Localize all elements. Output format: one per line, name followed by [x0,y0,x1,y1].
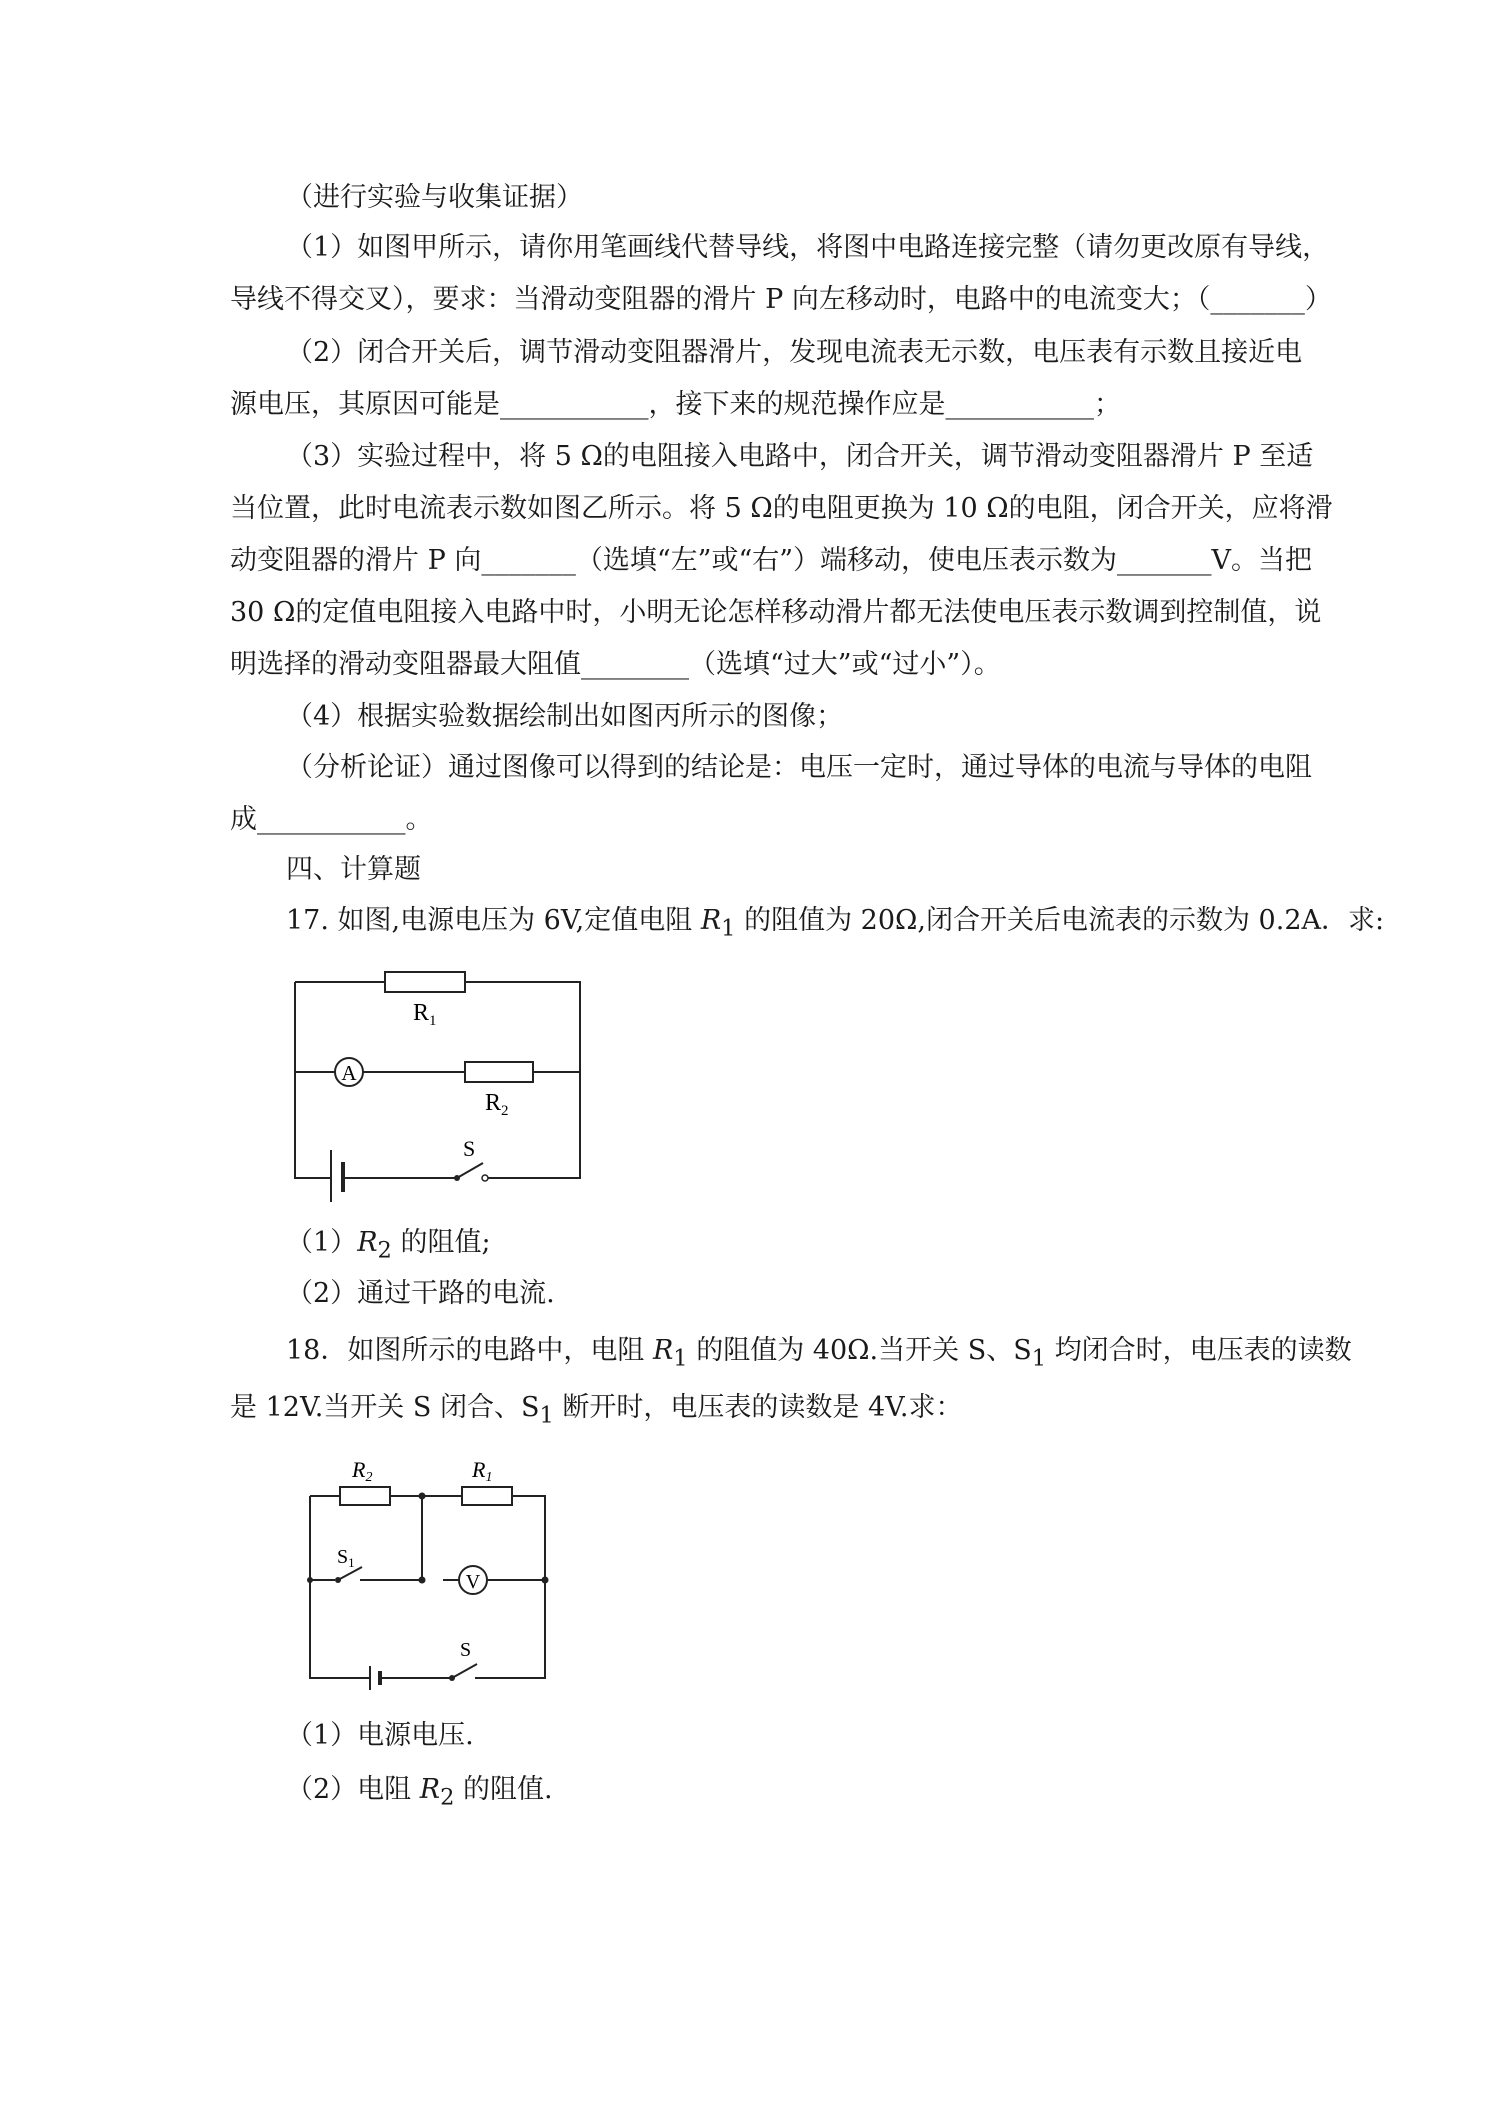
q17-r2-resistor [465,1062,533,1082]
q16-part4: （4）根据实验数据绘制出如图丙所示的图像； [286,701,844,732]
q18-battery [370,1666,380,1690]
q17-r1-resistor [385,972,465,992]
q18-sub1: （1）电源电压. [286,1720,474,1751]
q16-part3-line1: （3）实验过程中，将 5 Ω的电阻接入电路中，闭合开关，调节滑动变阻器滑片 P 至适 [286,441,1314,472]
q17-r1-label: $R_1$ [413,1000,437,1029]
q16-part3-line4: 30 Ω的定值电阻接入电路中时，小明无论怎样移动滑片都无法使电压表示数调到控制值，说 [230,597,1322,628]
q17-circuit-diagram [285,960,595,1220]
q17-stem: 17. 如图,电源电压为 6V,定值电阻 $R_1$ 的阻值为 20Ω,闭合开关后电流表的示数为 0.2A．求: [286,905,1385,942]
q16-part1-line2: 导线不得交叉），要求：当滑动变阻器的滑片 P 向左移动时，电路中的电流变大；（_______） [230,284,1332,315]
q16-part2-line1: （2）闭合开关后，调节滑动变阻器滑片，发现电流表无示数，电压表有示数且接近电 [286,337,1303,368]
q16-part2-line2: 源电压，其原因可能是___________，接下来的规范操作应是___________； [230,389,1121,420]
q18-switch-s [449,1664,477,1681]
q18-s1-label: $S_1$ [337,1546,355,1570]
section-experiment-heading: （进行实验与收集证据） [286,182,583,213]
q16-part3-line3: 动变阻器的滑片 P 向_______（选填“左”或“右”）端移动，使电压表示数为_______V。当把 [230,545,1313,576]
q16-analysis-line2: 成___________。 [230,804,433,835]
q16-part3-line2: 当位置，此时电流表示数如图乙所示。将 5 Ω的电阻更换为 10 Ω的电阻，闭合开关，应将滑 [230,493,1333,524]
q18-junction-left [307,1577,313,1583]
q16-part3-line5: 明选择的滑动变阻器最大阻值________（选填“过大”或“过小”）。 [230,649,1001,680]
q18-stem-line1: 18．如图所示的电路中，电阻 $R_1$ 的阻值为 40Ω.当开关 S、$S_1$ 均闭合时，电压表的读数 [286,1335,1352,1372]
q18-r1-resistor [462,1487,512,1505]
q18-switch-label: S [460,1639,472,1661]
q18-circuit-diagram [300,1450,560,1690]
q17-sub1: $(1)R_2$ 的阻值; [286,1227,491,1264]
q18-sub2: （2）电阻 $R_2$ 的阻值. [286,1774,553,1811]
q18-junction-mid [419,1577,426,1584]
q16-analysis-line1: （分析论证）通过图像可以得到的结论是：电压一定时，通过导体的电流与导体的电阻 [286,752,1312,783]
q17-r2-label: $R_2$ [485,1090,509,1119]
q18-stem-line2: 是 12V.当开关 S 闭合、$S_1$ 断开时，电压表的读数是 4V.求： [230,1392,963,1429]
q17-sub2: （2）通过干路的电流. [286,1278,555,1309]
section-calc-heading: 四、计算题 [286,854,421,885]
q17-switch-label: S [463,1136,476,1161]
q16-part1-line1: （1）如图甲所示，请你用笔画线代替导线，将图中电路连接完整（请勿更改原有导线， [286,232,1330,263]
q17-battery [331,1150,343,1202]
q18-r2-label: R2 [352,1457,373,1485]
q17-switch-s [454,1163,488,1181]
q18-voltmeter-label: V [465,1571,481,1593]
q18-r1-label: R1 [472,1457,493,1485]
q18-junction-top [419,1493,426,1500]
q18-junction-right [542,1577,549,1584]
q17-ammeter-label: A [341,1061,357,1085]
q18-r2-resistor [340,1487,390,1505]
